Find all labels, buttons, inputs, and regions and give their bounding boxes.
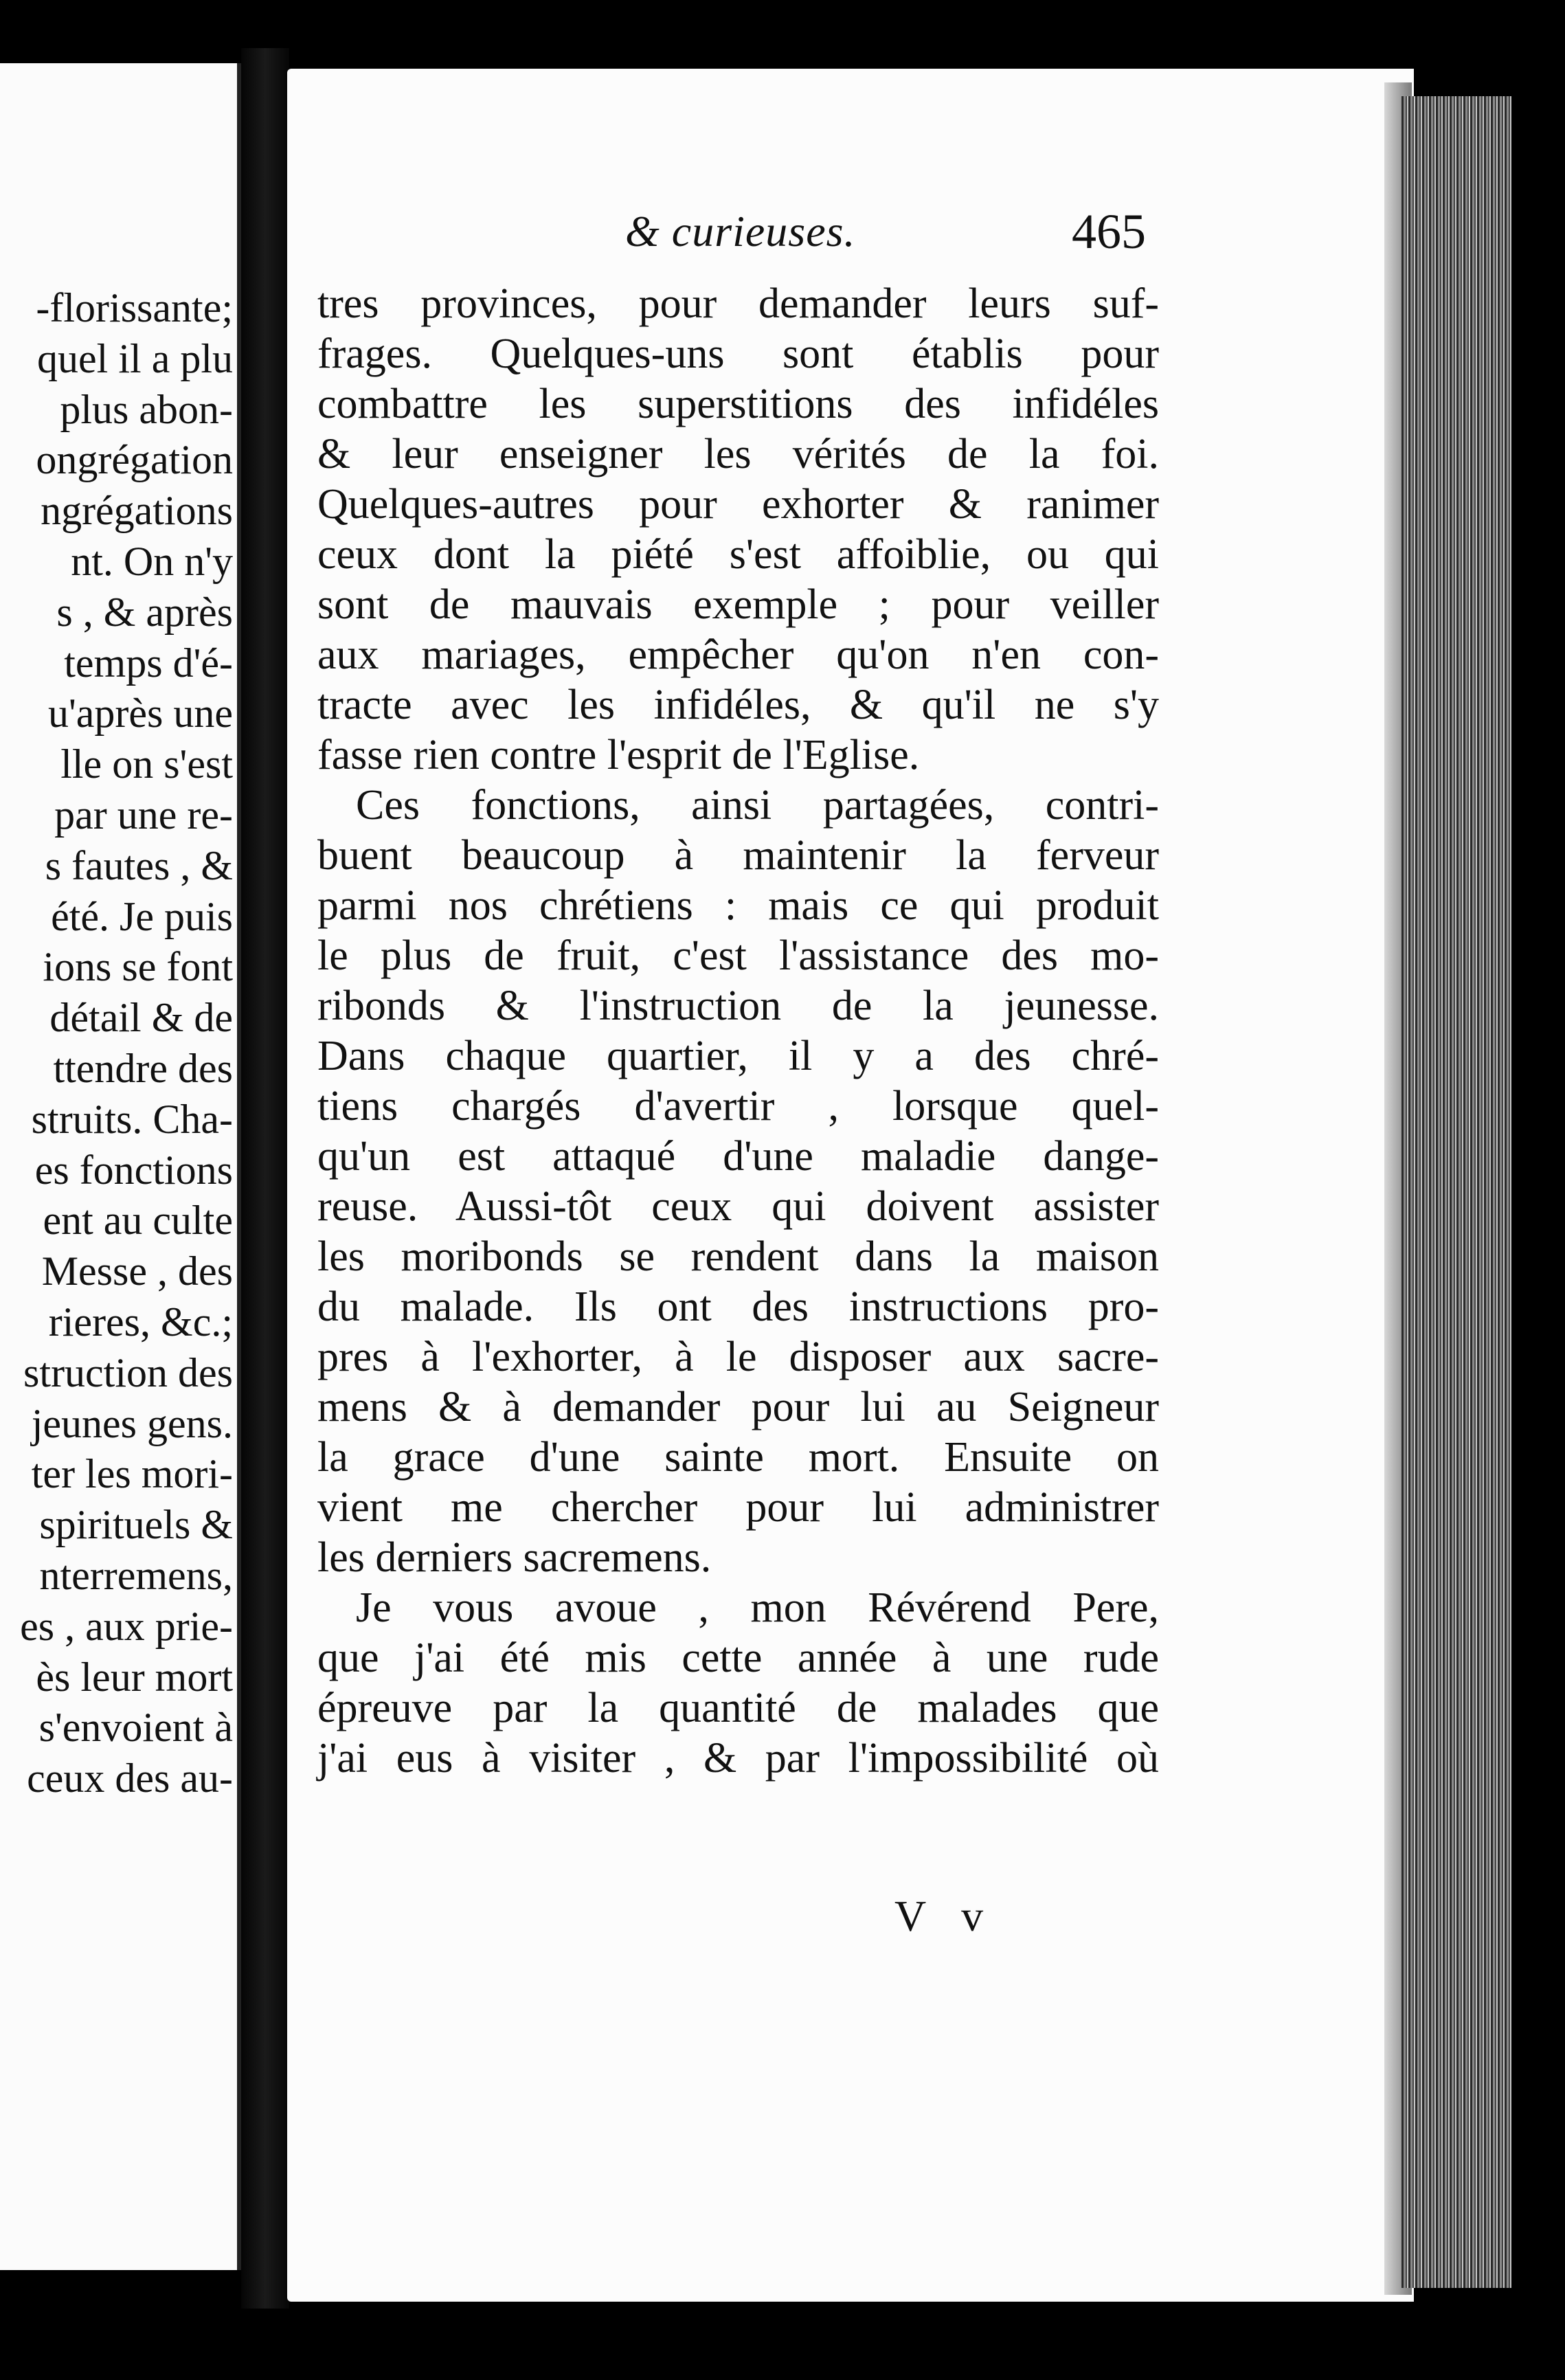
previous-page-line: temps d'é- (64, 640, 233, 686)
previous-page-line: plus abon- (60, 386, 233, 432)
previous-page-line: s , & après (56, 589, 233, 635)
text-line: tracte avec les infidéles, & qu'il ne s'y (317, 682, 1159, 728)
text-line: vient me chercher pour lui administrer (317, 1484, 1159, 1531)
text-line: tres provinces, pour demander leurs suf- (317, 280, 1159, 327)
previous-page-line: es , aux prie- (20, 1603, 233, 1649)
previous-page-line: nterremens, (39, 1552, 233, 1598)
previous-page-line: par une re- (54, 792, 233, 838)
previous-page-line: struits. Cha- (31, 1096, 233, 1142)
previous-page-line: ongrégation (36, 437, 233, 483)
text-line: aux mariages, empêcher qu'on n'en con- (317, 631, 1159, 678)
text-line: pres à l'exhorter, à le disposer aux sacre- (317, 1334, 1159, 1380)
previous-page-line: détail & de (49, 995, 233, 1041)
text-line: qu'un est attaqué d'une maladie dange- (317, 1133, 1159, 1180)
previous-page-line: été. Je puis (51, 893, 233, 939)
text-line: Dans chaque quartier, il y a des chré- (317, 1033, 1159, 1079)
text-line: fasse rien contre l'esprit de l'Eglise. (317, 732, 920, 778)
previous-page-line: ès leur mort (36, 1654, 233, 1700)
text-line: les derniers sacremens. (317, 1534, 712, 1581)
text-line: tiens chargés d'avertir , lorsque quel- (317, 1083, 1159, 1130)
text-line: reuse. Aussi-tôt ceux qui doivent assister (317, 1183, 1159, 1230)
text-line: combattre les superstitions des infidéles (317, 381, 1159, 427)
text-line: épreuve par la quantité de malades que (317, 1685, 1159, 1731)
previous-page-text (0, 283, 237, 1804)
text-line: du malade. Ils ont des instructions pro- (317, 1283, 1159, 1330)
text-line: ribonds & l'instruction de la jeunesse. (317, 983, 1159, 1029)
body-text (317, 279, 1159, 1784)
previous-page-line: spirituels & (39, 1502, 233, 1548)
text-line: les moribonds se rendent dans la maison (317, 1233, 1159, 1280)
running-head: & curieuses. (625, 207, 856, 256)
previous-page-line: s'envoient à (38, 1705, 233, 1751)
text-line: Je vous avoue , mon Révérend Pere, (356, 1584, 1159, 1631)
previous-page-line: rieres, &c.; (48, 1299, 233, 1345)
text-line: j'ai eus à visiter , & par l'impossibilité où (317, 1735, 1159, 1782)
text-line: sont de mauvais exemple ; pour veiller (317, 581, 1159, 628)
previous-page-line: struction des (23, 1349, 233, 1395)
previous-page-line: s fautes , & (45, 842, 233, 888)
text-line: que j'ai été mis cette année à une rude (317, 1635, 1159, 1681)
text-line: & leur enseigner les vérités de la foi. (317, 431, 1159, 478)
text-line: parmi nos chrétiens : mais ce qui produit (317, 882, 1159, 929)
previous-page-line: Messe , des (41, 1248, 233, 1294)
book-gutter (241, 48, 289, 2309)
previous-page-line: ttendre des (53, 1045, 233, 1091)
previous-page-line: jeunes gens. (31, 1400, 233, 1446)
text-line: Ces fonctions, ainsi partagées, contri- (356, 782, 1159, 829)
previous-page-line: u'après une (47, 691, 233, 737)
previous-page-line: ter les mori- (31, 1451, 233, 1497)
previous-page-line: nt. On n'y (71, 538, 233, 584)
previous-page-line: ent au culte (43, 1198, 233, 1244)
book-page-edges (1401, 96, 1511, 2288)
previous-page-line: lle on s'est (60, 741, 233, 787)
previous-page-line: -florissante; (36, 285, 233, 330)
text-line: mens & à demander pour lui au Seigneur (317, 1384, 1159, 1430)
previous-page-line: ions se font (43, 944, 233, 990)
previous-page-line: ngrégations (41, 488, 233, 534)
text-line: le plus de fruit, c'est l'assistance des mo- (317, 932, 1159, 979)
signature-mark: V v (894, 1891, 996, 1940)
text-line: la grace d'une sainte mort. Ensuite on (317, 1434, 1159, 1481)
previous-page-line: es fonctions (34, 1147, 233, 1193)
text-line: Quelques-autres pour exhorter & ranimer (317, 481, 1159, 528)
page-number: 465 (1072, 204, 1146, 259)
text-line: ceux dont la piété s'est affoiblie, ou qui (317, 531, 1159, 578)
previous-page (0, 63, 241, 2270)
text-line: frages. Quelques-uns sont établis pour (317, 330, 1159, 377)
text-line: buent beaucoup à maintenir la ferveur (317, 832, 1159, 879)
previous-page-line: quel il a plu (37, 335, 233, 381)
previous-page-line: ceux des au- (27, 1755, 233, 1801)
